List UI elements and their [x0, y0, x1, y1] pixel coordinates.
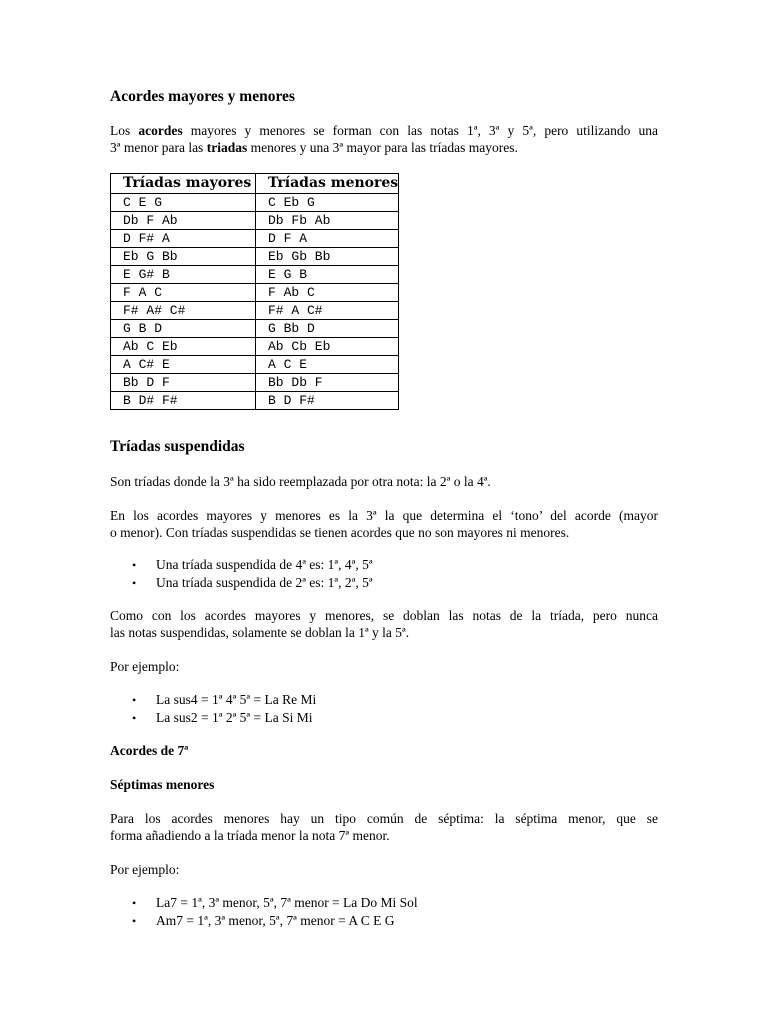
- minor-triad: F# A C#: [256, 302, 399, 320]
- intro-line-1: Los acordes mayores y menores se forman con las notas 1ª, 3ª y 5ª, pero utilizando una: [110, 123, 658, 138]
- table-row: [111, 374, 399, 392]
- minor-triad: A C E: [256, 356, 399, 374]
- table-row: [111, 392, 399, 410]
- table-header-row: [111, 174, 399, 194]
- sus-doubling-line-1: Como con los acordes mayores y menores, se doblan las notas de la tríada, pero nunca: [110, 608, 658, 623]
- table-row: [111, 230, 399, 248]
- major-triad: F# A# C#: [111, 302, 256, 320]
- minor-triad: Ab Cb Eb: [256, 338, 399, 356]
- table-row: [111, 194, 399, 212]
- sus-doubling-paragraph: [110, 607, 658, 641]
- list-item: • La sus2 = 1ª 2ª 5ª = La Si Mi: [110, 709, 316, 727]
- major-triad: F A C: [111, 284, 256, 302]
- major-triad: Bb D F: [111, 374, 256, 392]
- major-triad: G B D: [111, 320, 256, 338]
- list-item: • Am7 = 1ª, 3ª menor, 5ª, 7ª menor = A C E G: [110, 912, 418, 930]
- major-triad: C E G: [111, 194, 256, 212]
- table-row: [111, 266, 399, 284]
- minor-triad: G Bb D: [256, 320, 399, 338]
- sus-tone-paragraph: [110, 507, 658, 541]
- minor-triad: Eb Gb Bb: [256, 248, 399, 266]
- minor-triad: Db Fb Ab: [256, 212, 399, 230]
- major-triad: E G# B: [111, 266, 256, 284]
- table-row: [111, 338, 399, 356]
- section-title-suspendidas: Tríadas suspendidas: [110, 438, 245, 455]
- minor-triad: B D F#: [256, 392, 399, 410]
- major-triad: Ab C Eb: [111, 338, 256, 356]
- table-row: [111, 248, 399, 266]
- list-item: • Una tríada suspendida de 2ª es: 1ª, 2ª, 5ª: [110, 574, 373, 592]
- sus-tone-line-1: En los acordes mayores y menores es la 3ª la que determina el ‘tono’ del acorde (mayor: [110, 508, 658, 523]
- section-title-acordes-7: Acordes de 7ª: [110, 743, 189, 758]
- major-triad: B D# F#: [111, 392, 256, 410]
- section-title-mayores-menores: Acordes mayores y menores: [110, 88, 295, 105]
- major-triad: Eb G Bb: [111, 248, 256, 266]
- sus-intro-paragraph: Son tríadas donde la 3ª ha sido reemplazada por otra nota: la 2ª o la 4ª.: [110, 474, 491, 489]
- table-row: [111, 320, 399, 338]
- minor-triad: D F A: [256, 230, 399, 248]
- intro-paragraph: [110, 122, 658, 156]
- intro-line-2: 3ª menor para las triadas menores y una 3ª mayor para las tríadas mayores.: [110, 140, 518, 155]
- list-item: • Una tríada suspendida de 4ª es: 1ª, 4ª, 5ª: [110, 556, 373, 574]
- minor-triad: Bb Db F: [256, 374, 399, 392]
- minor-seventh-line-2: forma añadiendo a la tríada menor la nota 7ª menor.: [110, 828, 390, 843]
- triads-table: [110, 173, 399, 410]
- list-item: • La7 = 1ª, 3ª menor, 5ª, 7ª menor = La Do Mi Sol: [110, 894, 418, 912]
- major-triad: Db F Ab: [111, 212, 256, 230]
- header-triadas-menores: Tríadas menores: [256, 174, 399, 194]
- minor-seventh-line-1: Para los acordes menores hay un tipo común de séptima: la séptima menor, que se: [110, 811, 658, 826]
- example-label-2: Por ejemplo:: [110, 862, 180, 877]
- bold-triadas: triadas: [206, 140, 248, 155]
- subsection-title-septimas-menores: Séptimas menores: [110, 777, 215, 792]
- list-item: • La sus4 = 1ª 4ª 5ª = La Re Mi: [110, 691, 316, 709]
- minor-seventh-paragraph: [110, 810, 658, 844]
- major-triad: D F# A: [111, 230, 256, 248]
- major-triad: A C# E: [111, 356, 256, 374]
- header-triadas-mayores: Tríadas mayores: [111, 174, 256, 194]
- minor-triad: C Eb G: [256, 194, 399, 212]
- table-row: [111, 284, 399, 302]
- sus-doubling-line-2: las notas suspendidas, solamente se doblan la 1ª y la 5ª.: [110, 625, 410, 640]
- sus-tone-line-2: o menor). Con tríadas suspendidas se tienen acordes que no son mayores ni menores.: [110, 525, 570, 540]
- example-label-1: Por ejemplo:: [110, 659, 180, 674]
- table-row: [111, 212, 399, 230]
- sus-example-list: [110, 691, 316, 727]
- sus-definition-list: [110, 556, 373, 592]
- table-row: [111, 356, 399, 374]
- minor-triad: F Ab C: [256, 284, 399, 302]
- seventh-example-list: [110, 894, 418, 930]
- table-row: [111, 302, 399, 320]
- minor-triad: E G B: [256, 266, 399, 284]
- bold-acordes: acordes: [138, 123, 183, 138]
